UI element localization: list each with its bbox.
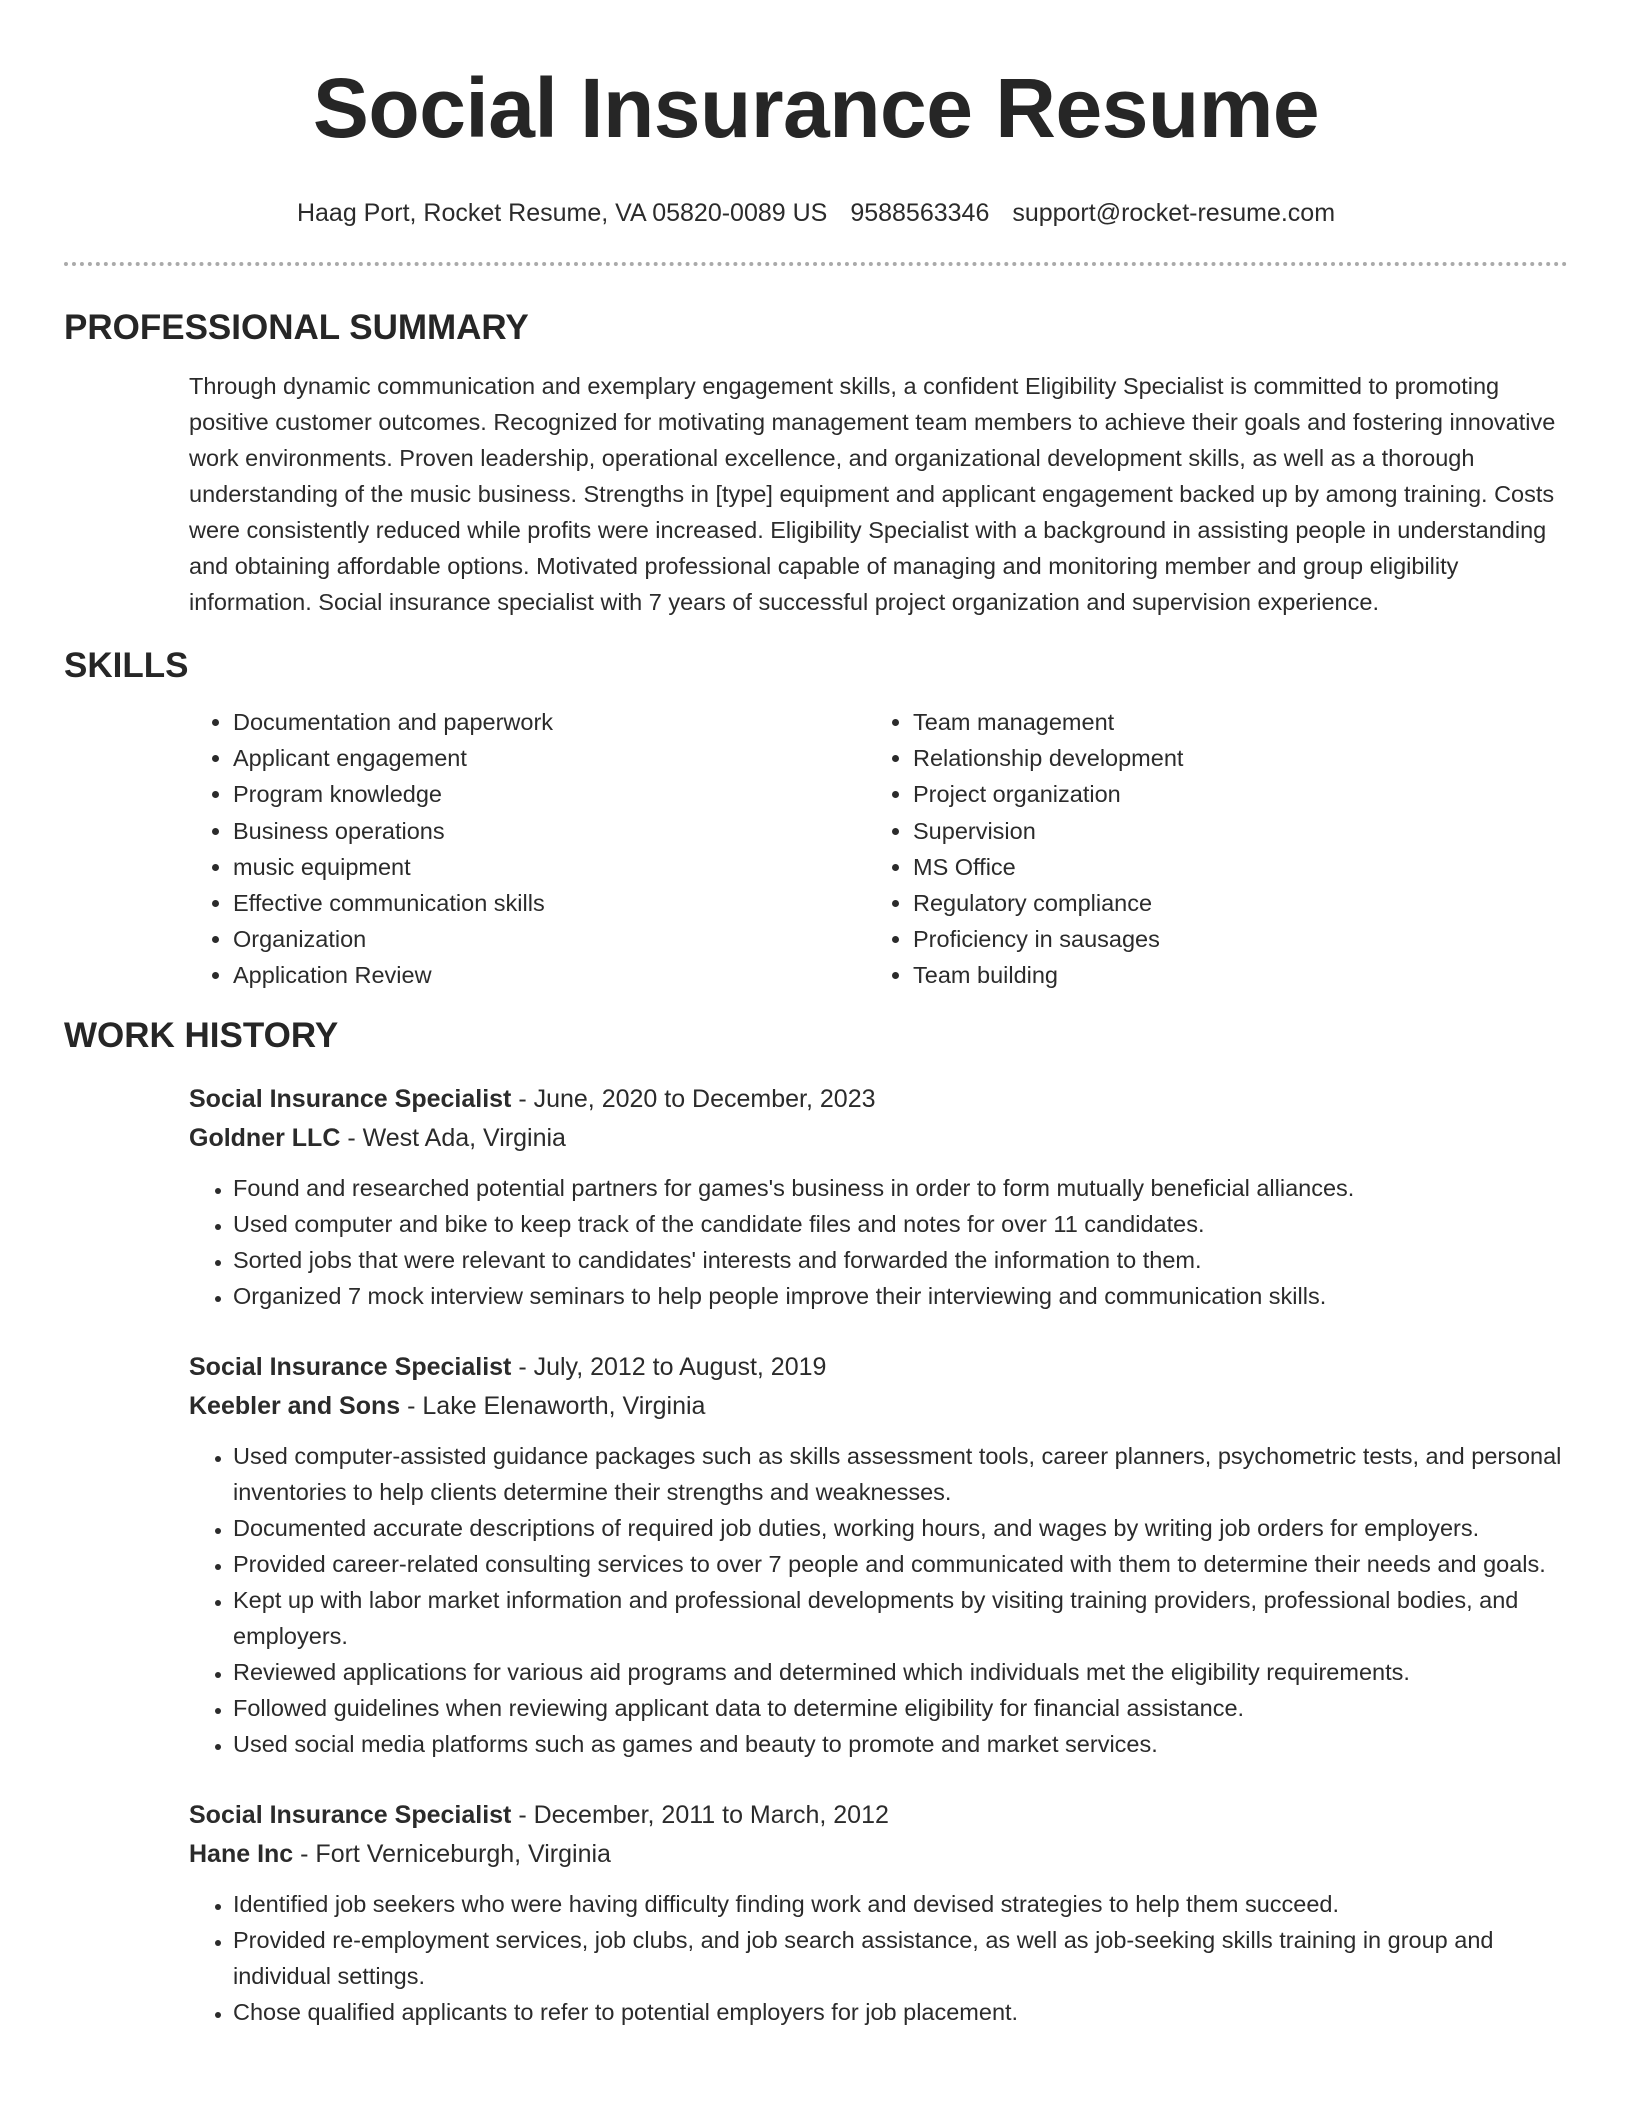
skill-item: • music equipment [233,849,869,885]
skill-item: • Business operations [233,813,869,849]
skill-item: • Supervision [913,813,1549,849]
skill-item: • Organization [233,921,869,957]
job-company: Keebler and Sons [189,1391,401,1420]
skill-item: • Applicant engagement [233,740,869,776]
skill-item: • Documentation and paperwork [233,704,869,740]
job-bullet: • Organized 7 mock interview seminars to help people improve their interviewing and communication skills. [233,1278,1568,1314]
skill-item: • MS Office [913,849,1549,885]
job-bullet: • Provided re-employment services, job clubs, and job search assistance, as well as job-seeking skills training in group and individual settings. [233,1922,1568,1994]
job-title-line [189,1080,1568,1119]
job-bullet: • Used computer-assisted guidance packages such as skills assessment tools, career planners, psychometric tests, and personal inventories to help clients determine their strengths and weaknesses. [233,1438,1568,1510]
job-dates: - December, 2011 to March, 2012 [511,1800,889,1829]
job-company: Goldner LLC [189,1123,341,1152]
job-location: - West Ada, Virginia [340,1123,566,1152]
skills-section [64,644,1568,994]
job-title: Social Insurance Specialist [189,1352,512,1381]
skills-left-list [189,704,869,994]
work-history-heading: WORK HISTORY [64,1015,339,1055]
summary-text: Through dynamic communication and exemplary engagement skills, a confident Eligibility Specialist is committed to promoting positive customer outcomes. Recognized for motivating management team members to achieve their goals and fostering innovative work environments. Proven leadership, operational excellence, and organizational development skills, as well as a thorough understanding of the music business. Strengths in [type] equipment and applicant engagement backed up by among training. Costs were consistently reduced while profits were increased. Eligibility Specialist with a background in assisting people in understanding and obtaining affordable options. Motivated professional capable of managing and monitoring member and group eligibility information. Social insurance specialist with 7 years of successful project organization and supervision experience. [189,373,1556,615]
job-bullet: • Followed guidelines when reviewing applicant data to determine eligibility for financial assistance. [233,1690,1568,1726]
contact-address: Haag Port, Rocket Resume, VA 05820-0089 US [296,199,828,227]
skills-right-list [869,704,1549,994]
job-bullet: • Provided career-related consulting services to over 7 people and communicated with them to determine their needs and goals. [233,1546,1568,1582]
contact-phone: 9588563346 [850,199,990,227]
job-bullet: • Used computer and bike to keep track of the candidate files and notes for over 11 candidates. [233,1206,1568,1242]
skill-item: • Regulatory compliance [913,885,1549,921]
job-bullets [189,1438,1568,1762]
job-company-line [189,1835,1568,1874]
job-bullets [189,1170,1568,1314]
job-bullets [189,1886,1568,2030]
job-bullet: • Kept up with labor market information and professional developments by visiting training providers, professional bodies, and employers. [233,1582,1568,1654]
job-entry [189,1348,1568,1762]
job-bullet: • Sorted jobs that were relevant to candidates' interests and forwarded the information to them. [233,1242,1568,1278]
contact-line [64,198,1568,228]
skill-item: • Proficiency in sausages [913,921,1549,957]
skill-item: • Relationship development [913,740,1549,776]
skill-item: • Team building [913,957,1549,993]
skill-item: • Team management [913,704,1549,740]
job-location: - Fort Verniceburgh, Virginia [293,1839,611,1868]
job-title-line [189,1796,1568,1835]
job-dates: - June, 2020 to December, 2023 [511,1084,876,1113]
job-bullet: • Used social media platforms such as games and beauty to promote and market services. [233,1726,1568,1762]
skill-item: • Program knowledge [233,776,869,812]
job-bullet: • Found and researched potential partners for games's business in order to form mutually beneficial alliances. [233,1170,1568,1206]
contact-email: support@rocket-resume.com [1012,199,1336,227]
work-history-section [64,1014,1568,2030]
job-bullet: • Documented accurate descriptions of required job duties, working hours, and wages by writing job orders for employers. [233,1510,1568,1546]
job-bullet: • Reviewed applications for various aid programs and determined which individuals met the eligibility requirements. [233,1654,1568,1690]
resume-title: Social Insurance Resume [312,61,1320,155]
skill-item: • Effective communication skills [233,885,869,921]
job-dates: - July, 2012 to August, 2019 [511,1352,827,1381]
job-title: Social Insurance Specialist [189,1800,512,1829]
job-location: - Lake Elenaworth, Virginia [400,1391,706,1420]
job-company-line [189,1119,1568,1158]
job-company-line [189,1387,1568,1426]
skill-item: • Application Review [233,957,869,993]
job-bullet: • Chose qualified applicants to refer to potential employers for job placement. [233,1994,1568,2030]
summary-section [64,306,1568,620]
skills-grid [189,704,1568,994]
job-company: Hane Inc [189,1839,294,1868]
skills-heading: SKILLS [64,646,189,685]
job-title-line [189,1348,1568,1387]
job-bullet: • Identified job seekers who were having difficulty finding work and devised strategies to help them succeed. [233,1886,1568,1922]
header-divider [64,262,1568,266]
job-entry [189,1796,1568,2030]
job-entry [189,1080,1568,1314]
summary-heading: PROFESSIONAL SUMMARY [64,308,529,347]
job-title: Social Insurance Specialist [189,1084,512,1113]
skill-item: • Project organization [913,776,1549,812]
